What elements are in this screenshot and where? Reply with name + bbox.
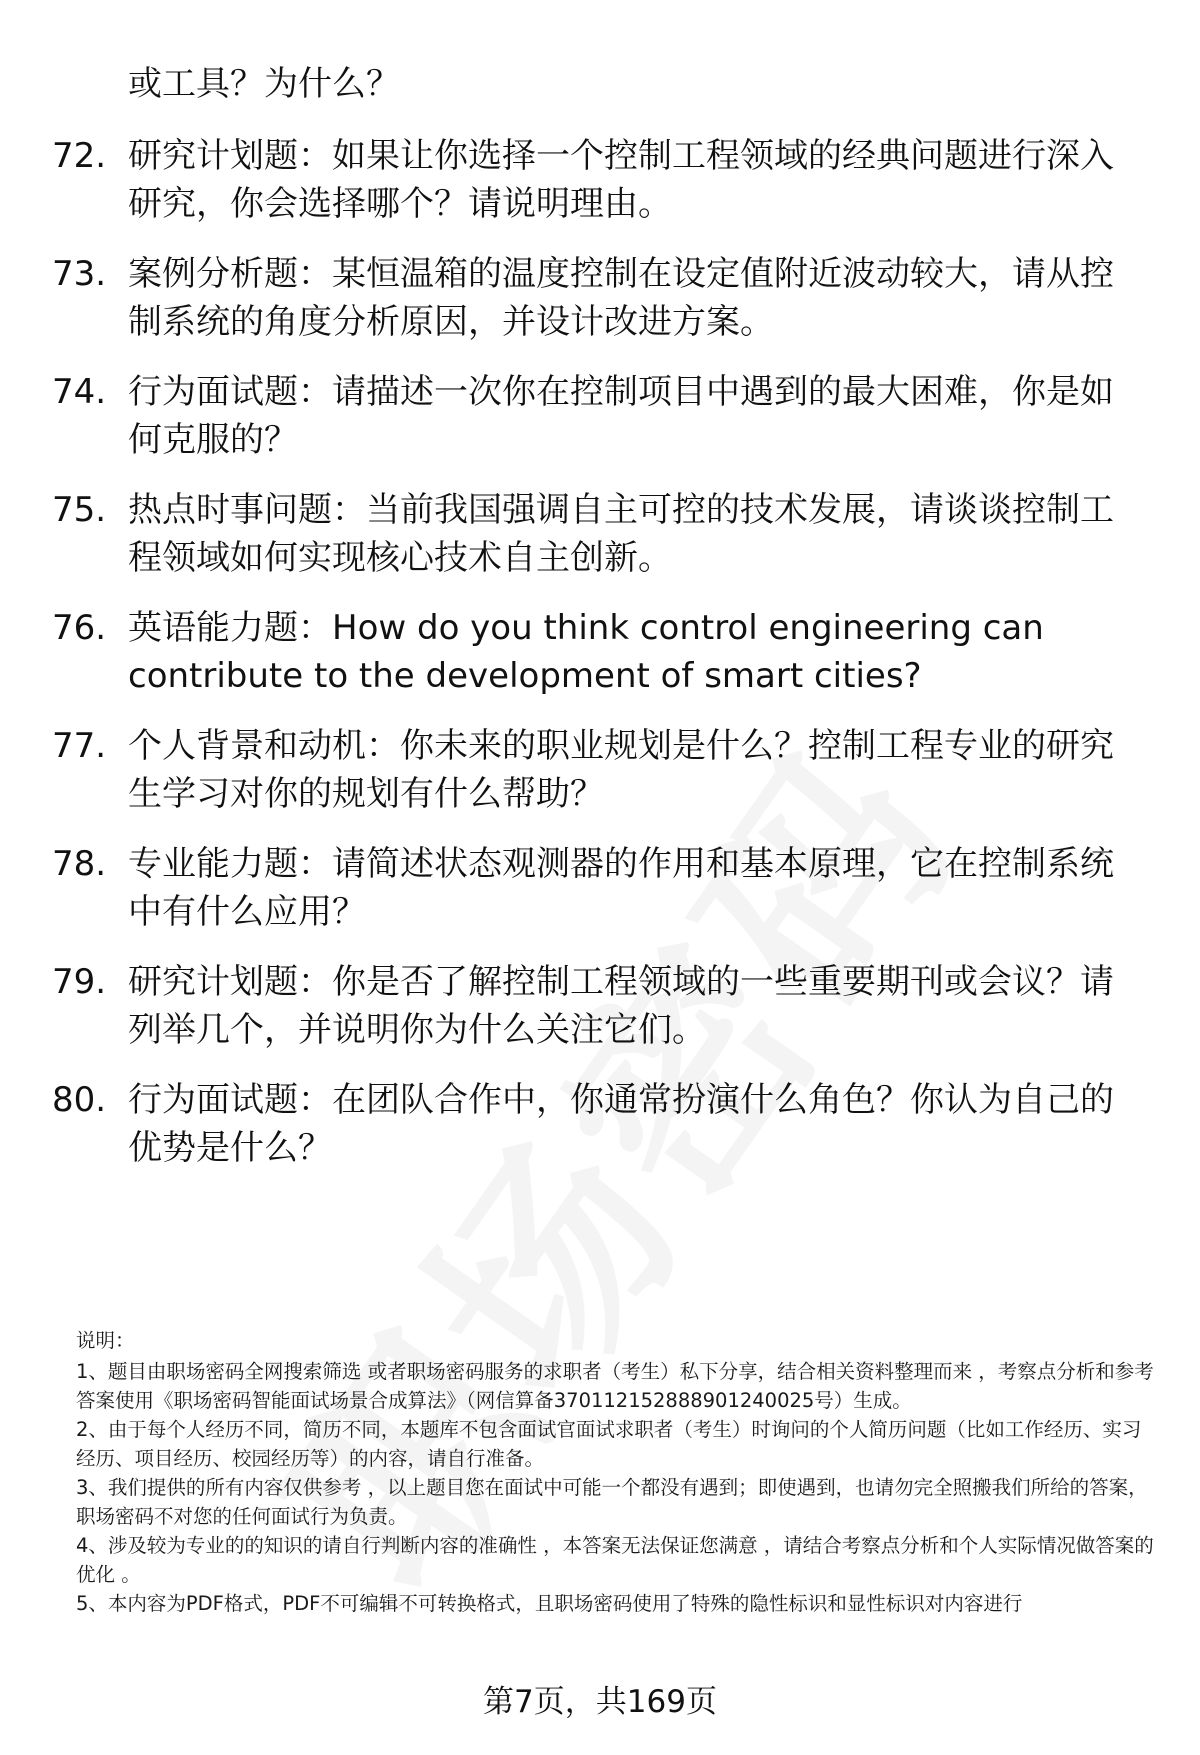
note-item: 2、由于每个人经历不同，简历不同，本题库不包含面试官面试求职者（考生）时询问的个人简历问题（比如工作经历、实习经历、项目经历、校园经历等）的内容，请自行准备。	[76, 1418, 1142, 1470]
note-item: 5、本内容为PDF格式，PDF不可编辑不可转换格式，且职场密码使用了特殊的隐性标识和显性标识对内容进行	[76, 1592, 1023, 1615]
question-text: 研究计划题：你是否了解控制工程领域的一些重要期刊或会议？请列举几个，并说明你为什么关注它们。	[128, 962, 1114, 1050]
question-text: 热点时事问题：当前我国强调自主可控的技术发展，请谈谈控制工程领域如何实现核心技术自主创新。	[128, 490, 1114, 578]
question-text: 英语能力题：How do you think control engineering can contribute to the development of smart cities?	[128, 608, 1044, 696]
page-number: 第7页，共169页	[483, 1684, 717, 1720]
question-text: 行为面试题：在团队合作中，你通常扮演什么角色？你认为自己的优势是什么？	[128, 1080, 1114, 1168]
question-text: 研究计划题：如果让你选择一个控制工程领域的经典问题进行深入研究，你会选择哪个？请说明理由。	[128, 136, 1114, 224]
notes-title: 说明：	[76, 1329, 135, 1352]
note-item: 3、我们提供的所有内容仅供参考 ，以上题目您在面试中可能一个都没有遇到；即使遇到，也请勿完全照搬我们所给的答案，职场密码不对您的任何面试行为负责。	[76, 1476, 1148, 1528]
question-text: 行为面试题：请描述一次你在控制项目中遇到的最大困难，你是如何克服的？	[128, 372, 1114, 460]
question-number: 79.	[52, 962, 107, 1002]
question-number: 73.	[52, 254, 107, 294]
question-number: 77.	[52, 726, 107, 766]
question-text: 案例分析题：某恒温箱的温度控制在设定值附近波动较大，请从控制系统的角度分析原因，并设计改进方案。	[128, 254, 1114, 342]
question-text: 个人背景和动机：你未来的职业规划是什么？控制工程专业的研究生学习对你的规划有什么帮助？	[128, 726, 1114, 814]
note-item: 4、涉及较为专业的的知识的请自行判断内容的准确性 ，本答案无法保证您满意 ，请结合考察点分析和个人实际情况做答案的优化 。	[76, 1534, 1154, 1586]
question-number: 80.	[52, 1080, 107, 1120]
question-number: 75.	[52, 490, 107, 530]
question-number: 72.	[52, 136, 107, 176]
question-number: 74.	[52, 372, 107, 412]
notes-section	[76, 1326, 1156, 1618]
question-continuation: 或工具？为什么？	[128, 64, 400, 104]
question-number: 76.	[52, 608, 107, 648]
question-number: 78.	[52, 844, 107, 884]
note-item: 1、题目由职场密码全网搜索筛选 或者职场密码服务的求职者（考生）私下分享，结合相关资料整理而来 ，考察点分析和参考答案使用《职场密码智能面试场景合成算法》（网信算备370112152888901240025号）生成。	[76, 1360, 1154, 1412]
question-text: 专业能力题：请简述状态观测器的作用和基本原理，它在控制系统中有什么应用？	[128, 844, 1114, 932]
